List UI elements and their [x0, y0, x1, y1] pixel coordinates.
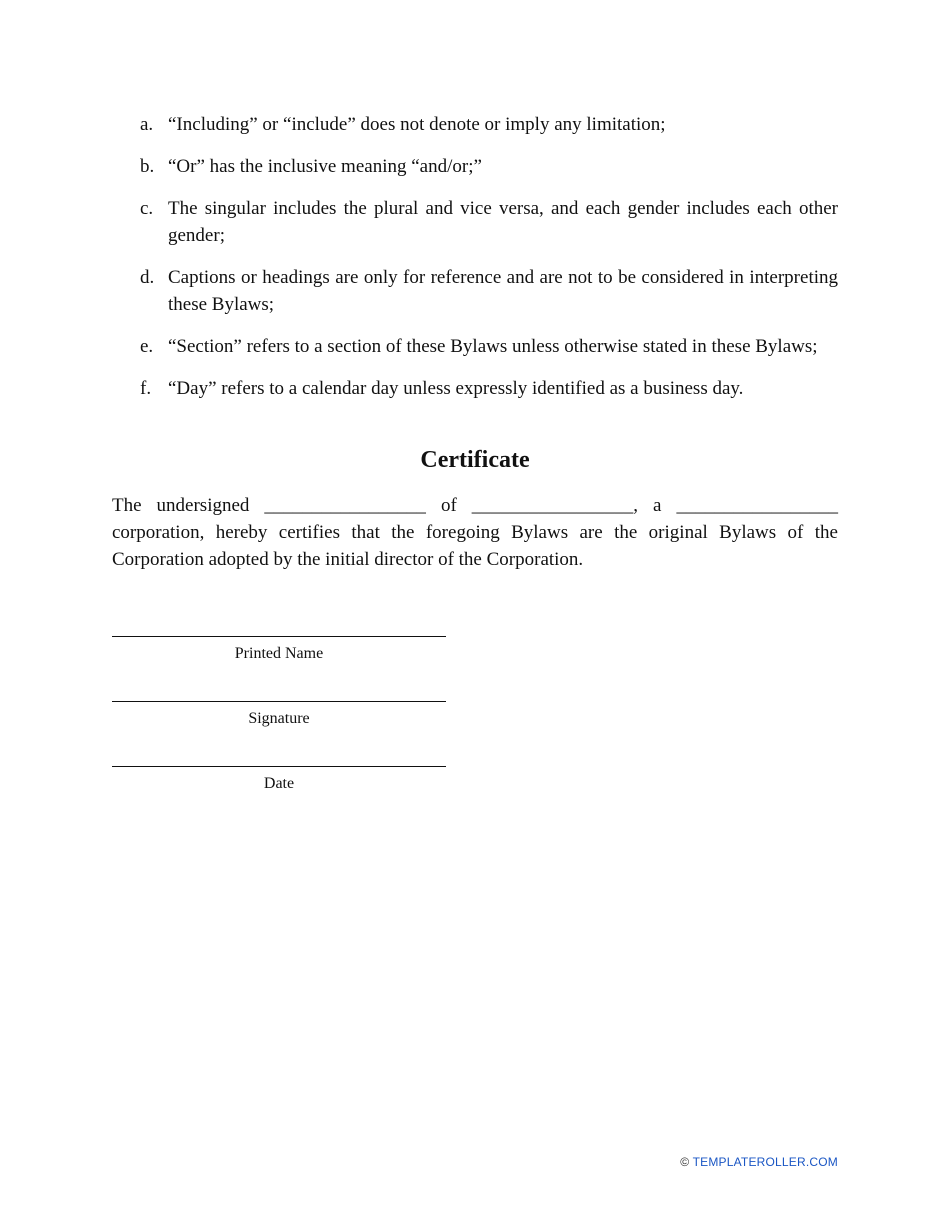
- footer-credit: [680, 1155, 838, 1169]
- signature-label: Signature: [248, 710, 310, 727]
- list-text: “Section” refers to a section of these Bylaws unless otherwise stated in these Bylaws;: [168, 336, 818, 357]
- printed-name-line[interactable]: [112, 636, 446, 637]
- date-field: [112, 766, 446, 795]
- list-marker: d.: [140, 267, 155, 288]
- copyright-symbol: ©: [680, 1155, 690, 1169]
- printed-name-label: Printed Name: [234, 645, 324, 662]
- list-item: [112, 153, 838, 180]
- definitions-list: [112, 111, 838, 417]
- list-marker: e.: [140, 336, 154, 357]
- certificate-title: Certificate: [420, 447, 530, 473]
- list-item: [112, 264, 838, 318]
- list-item: [112, 111, 838, 138]
- list-text: The singular includes the plural and vice versa, and each gender includes each other gender;: [168, 198, 838, 246]
- date-line[interactable]: [112, 766, 446, 767]
- list-marker: a.: [140, 114, 154, 135]
- list-marker: c.: [140, 198, 154, 219]
- templateroller-link[interactable]: TEMPLATEROLLER.COM: [692, 1155, 838, 1169]
- certificate-body: The undersigned _________________ of _________________, a _________________ corporation, hereby certifies that the foregoing Bylaws are the original Bylaws of the Corporation adopted by the initial director of the Corporation.: [112, 495, 838, 570]
- signature-field: [112, 701, 446, 730]
- list-item: [112, 195, 838, 249]
- list-item: [112, 333, 838, 360]
- list-text: “Including” or “include” does not denote or imply any limitation;: [168, 114, 666, 135]
- signature-line[interactable]: [112, 701, 446, 702]
- date-label: Date: [263, 775, 295, 792]
- list-text: “Day” refers to a calendar day unless expressly identified as a business day.: [168, 378, 744, 399]
- list-item: [112, 375, 838, 402]
- list-marker: b.: [140, 156, 155, 177]
- list-marker: f.: [140, 378, 152, 399]
- printed-name-field: [112, 636, 446, 665]
- list-text: “Or” has the inclusive meaning “and/or;”: [168, 156, 482, 177]
- list-text: Captions or headings are only for reference and are not to be considered in interpreting these Bylaws;: [168, 267, 838, 315]
